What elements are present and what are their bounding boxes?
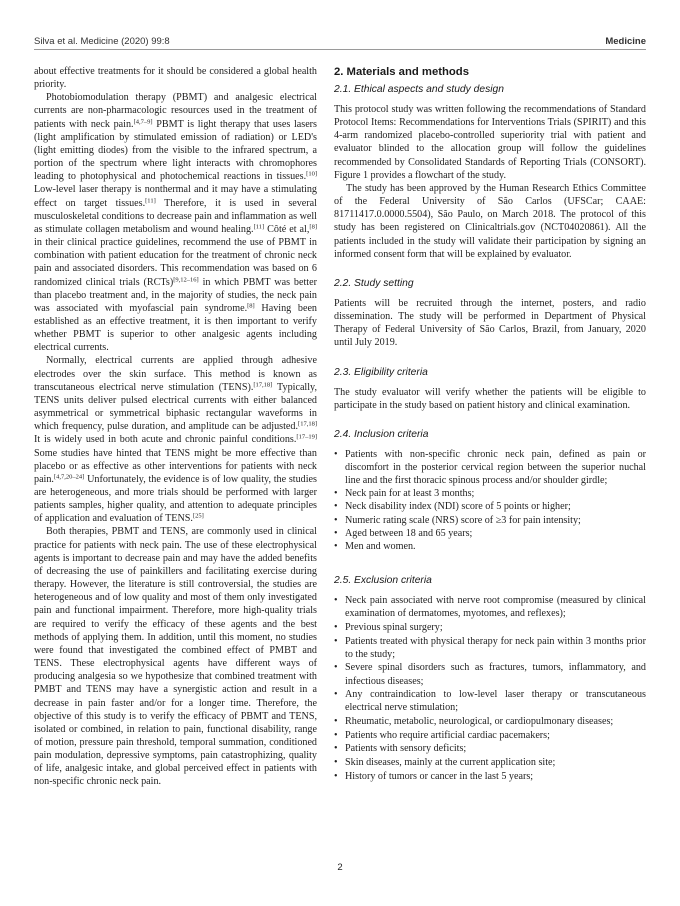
journal-name: Medicine	[605, 36, 646, 47]
citation-ref[interactable]: [4,7,20–24]	[53, 473, 85, 481]
page-number: 2	[337, 862, 343, 873]
list-item: • Any contraindication to low-level laser therapy or transcutaneous electrical nerve stimulation;	[334, 688, 646, 714]
citation-ref[interactable]: [11]	[253, 223, 265, 231]
citation-ref[interactable]: [17,18]	[253, 381, 273, 389]
paragraph-pbmt	[34, 91, 317, 354]
list-item: • Neck pain associated with nerve root compromise (measured by clinical examination of dermatomes, myotomes, and reflexes);	[334, 594, 646, 620]
subsection-title-exclusion: 2.5. Exclusion criteria	[334, 575, 432, 587]
citation-ref[interactable]: [17,18]	[298, 420, 317, 428]
text-run: Low-level laser therapy is nonthermal and it may have a stimulating effect on target tissues.	[34, 184, 317, 209]
text-run: Normally, electrical currents are applied through adhesive electrodes over the skin surface. This method is known as transcutaneous electrical nerve stimulation (TENS).	[34, 355, 317, 393]
text-run: It is widely used in both acute and chronic painful conditions.	[34, 434, 297, 446]
subsection-title-ethics: 2.1. Ethical aspects and study design	[334, 84, 505, 95]
list-item: • Patients with sensory deficits;	[334, 742, 646, 755]
citation-ref[interactable]: [9,12–16]	[173, 276, 199, 283]
running-head	[34, 36, 646, 50]
text-run: in their clinical practice guidelines, recommend the use of PBMT in combination with patient education for the treatment of chronic neck pain and associated disorders. This recommendation was based on 6 randomized clinical trials (RCTs)	[34, 237, 317, 288]
citation-ref[interactable]: [11]	[145, 197, 156, 205]
citation-header: Silva et al. Medicine (2020) 99:8	[34, 36, 170, 47]
citation-ref[interactable]: [4,7–9]	[133, 118, 153, 126]
text-run: in which PBMT was better than placebo treatment and, in the majority of studies, the neck pain was associated with myofascial pain syndrome.	[34, 276, 317, 314]
text-run: Typically, TENS units deliver pulsed electrical currents with either balanced asymmetrical or symmetrical biphasic rectangular waveforms in which frequency, pulse duration, and amplitude can be adjusted.	[34, 381, 317, 433]
subsection-title-eligibility: 2.3. Eligibility criteria	[334, 366, 428, 378]
list-item: • Neck disability index (NDI) score of 5 points or higher;	[334, 500, 646, 513]
list-item: • Previous spinal surgery;	[334, 621, 646, 634]
section-title: 2. Materials and methods	[334, 66, 469, 78]
header-divider	[34, 49, 646, 50]
citation-ref[interactable]: [8]	[309, 223, 317, 231]
list-item: • Patients treated with physical therapy for neck pain within 3 months prior to the study;	[334, 635, 646, 661]
citation-ref[interactable]: [17–19]	[296, 433, 317, 441]
paragraph-protocol: This protocol study was written following the recommendations of Standard Protocol Items: Recommendations for Interventions Trials (SPIRIT) and this 4-arm randomized placebo-controlled superiority trial with patient and evaluator blinded to the allocation group will follow the guidelines recommended by Consolidated Standards of Reporting Trials (CONSORT). Figure 1 provides a flowchart of the study.	[334, 104, 646, 181]
text-run: Therefore, it is used in several musculoskeletal conditions to decrease pain and inflammation as well as stimulate collagen metabolism and wound healing.	[34, 197, 317, 235]
list-item: • Neck pain for at least 3 months;	[334, 487, 646, 500]
citation-ref[interactable]: [25]	[192, 512, 204, 520]
list-item: • Aged between 18 and 65 years;	[334, 527, 646, 540]
text-run: Unfortunately, the evidence is of low quality, the studies are heterogeneous, and more trials should be performed with larger patients samples, higher quality, and attention to adequate principles of application and evaluation of TENS.	[34, 473, 317, 525]
inclusion-criteria-list	[334, 448, 646, 553]
list-item: • Patients with non-specific chronic neck pain, defined as pain or discomfort in the posterior cervical region between the superior nuchal line and the first thoracic spinous process and/or shoulder girdle;	[334, 448, 646, 487]
citation-ref[interactable]: [10]	[306, 170, 317, 178]
citation-ref[interactable]: [8]	[247, 302, 255, 310]
list-item: • Rheumatic, metabolic, neurological, or cardiopulmonary diseases;	[334, 715, 646, 728]
text-run: PBMT is light therapy that uses lasers (light amplification by stimulated emission of radiation) or LED's (light emitting diodes) from the visible to the infrared spectrum, a portion of the spectrum where light interacts with chromophores leading to photophysical and photochemical reactions in tissues.	[34, 118, 317, 183]
text-run: Having been established as an effective treatment, it is then important to verify whether PBMT is superior to other analgesic agents including electrical currents.	[34, 302, 317, 354]
right-column	[334, 65, 646, 783]
list-item: • Skin diseases, mainly at the current application site;	[334, 756, 646, 769]
paragraph-setting: Patients will be recruited through the internet, posters, and radio dissemination. The study will be performed in Department of Physical Therapy of Federal University of São Carlos, Brazil, from January, 2020 until July 2019.	[334, 297, 646, 349]
paragraph-tens	[34, 354, 317, 525]
list-item: • History of tumors or cancer in the last 5 years;	[334, 770, 646, 783]
left-column	[34, 65, 317, 789]
list-item: • Severe spinal disorders such as fractures, tumors, inflammatory, and infectious diseases;	[334, 661, 646, 687]
paragraph-ethics-approval: The study has been approved by the Human Research Ethics Committee of the Federal University of São Carlos (UFSCar; CAAE: 81711417.0.0000.5504), São Paulo, on March 2018. The protocol of this study has been registered on Clinicaltrials.gov (NCT04020861). All the patients included in the study will validate their participation by signing an informed consent form that will be explained by evaluator.	[334, 182, 646, 260]
paragraph-eligibility: The study evaluator will verify whether the patients will be eligible to participate in the study based on patient history and clinical examination.	[334, 386, 646, 411]
subsection-title-inclusion: 2.4. Inclusion criteria	[334, 428, 429, 440]
text-run: Some studies have hinted that TENS might be more effective than placebo or as effective as other interventions for patients with neck pain.	[34, 447, 317, 485]
list-item: • Numeric rating scale (NRS) score of ≥3 for pain intensity;	[334, 514, 646, 527]
text-run: Côté et al,	[264, 223, 310, 235]
list-item: • Patients who require artificial cardiac pacemakers;	[334, 729, 646, 742]
exclusion-criteria-list	[334, 594, 646, 783]
subsection-title-setting: 2.2. Study setting	[334, 277, 414, 289]
paragraph-intro-end: about effective treatments for it should be considered a global health priority.	[34, 66, 317, 91]
paragraph-both-therapies: Both therapies, PBMT and TENS, are commonly used in clinical practice for patients with neck pain. The use of these electrophysical agents is important to decrease pain and may have the added benefits of decreasing the use of painkillers and facilitating exercise during therapy. However, the literature is still controversial, the studies are heterogeneous and of low quality and most of them only investigated pain and functional impairment. Therefore, more high-quality trials are required to verify the efficacy of these agents and the best methods of applying them. In addition, until this moment, no studies were found that investigated the combined effect of PMBT and TENS. These electrophysical agents have different ways of producing analgesia so we hypothesize that combined treatment with PMBT and TENS may have a synergistic action and result in a decrease in pain faster and/or for a longer time. Therefore, the objective of this study is to verify the efficacy of PBMT and TENS, isolated or combined, in relation to pain, functional disability, range of motion, pressure pain threshold, temporal summation, conditioned pain modulation, depressive symptoms, pain catastrophizing, quality of life, analgesic intake, and global perceived effect in patients with non-specific chronic neck pain.	[34, 526, 317, 788]
text-run: Photobiomodulation therapy (PBMT) and analgesic electrical currents are non-pharmacologic resources used in the treatment of patients with neck pain.	[34, 92, 317, 130]
list-item: • Men and women.	[334, 540, 646, 553]
